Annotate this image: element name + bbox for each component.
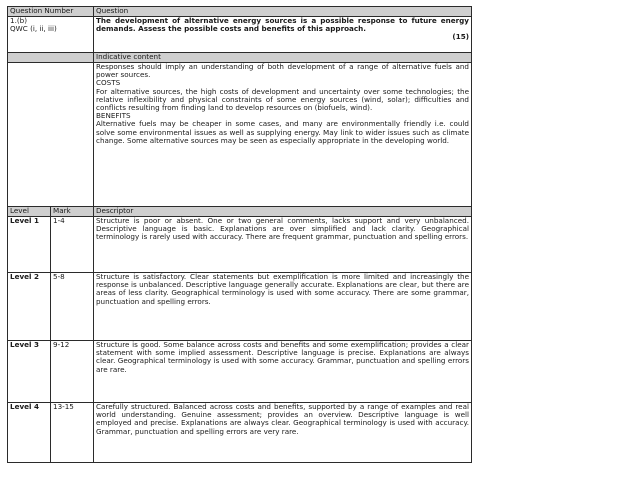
level-mark: 13-15 [51,403,94,463]
indicative-content-cell [94,63,472,207]
header-row [8,7,472,17]
descriptor-column-header: Descriptor [94,207,472,217]
level-label: Level 2 [8,273,51,341]
level-mark: 1-4 [51,217,94,273]
level-label: Level 3 [8,341,51,403]
question-marks: (15) [452,32,469,42]
indicative-heading: Indicative content [94,53,472,63]
level-descriptor: Structure is good. Some balance across costs and benefits and some exemplification; provides a clear statement with some implied assessment. Descriptive language is precise. Explanations are always clear. Geographical terminology is used with some accuracy. Grammar, punctuation and spelling errors are rare. [94,341,472,403]
table-row [8,273,472,341]
level-column-header: Level [8,207,51,217]
costs-heading: COSTS [96,78,121,88]
costs-text: For alternative sources, the high costs of development and uncertainty over some technologies; the relative inflexibility and physical constraints of some energy sources (wind, solar); difficulties and conflicts resulting from finding land to develop resources on (biofuels, wind). [96,86,469,113]
level-label: Level 1 [8,217,51,273]
table-row [8,403,472,463]
question-cell [94,17,472,53]
indicative-heading-row [8,53,472,63]
indicative-content-blank [8,63,94,207]
levels-header-row [8,207,472,217]
level-mark: 9-12 [51,341,94,403]
indicative-intro: Responses should imply an understanding of both development of a range of alternative fuels and power sources. [96,62,469,80]
question-header: Question [94,7,472,17]
qwc-label: QWC (i, ii, iii) [10,24,57,34]
level-mark: 5-8 [51,273,94,341]
level-descriptor: Structure is poor or absent. One or two general comments, lacks support and very unbalanced. Descriptive language is basic. Explanations are over simplified and lack clarity. Geographical terminology is rarely used with accuracy. There are frequent grammar, punctuation and spelling errors. [94,217,472,273]
table-row [8,217,472,273]
mark-scheme-table [7,6,472,463]
indicative-content-row [8,63,472,207]
question-row [8,17,472,53]
question-text: The development of alternative energy sources is a possible response to future energy demands. Assess the possible costs and benefits of this approach. [96,16,469,34]
question-number-header: Question Number [8,7,94,17]
benefits-text: Alternative fuels may be cheaper in some cases, and many are environmentally friendly i.e. could solve some environmental issues as well as supplying energy. May link to wider issues such as climate change. Some alternative sources may be seen as especially appropriate in the developing world. [96,119,469,145]
benefits-heading: BENEFITS [96,111,131,121]
indicative-heading-blank [8,53,94,63]
question-number-cell [8,17,94,53]
question-number: 1.(b) [10,16,28,25]
level-descriptor: Carefully structured. Balanced across costs and benefits, supported by a range of examples and real world understanding. Genuine assessment; provides an overview. Descriptive language is well employed and precise. Explanations are always clear. Geographical terminology is used with accuracy. Grammar, punctuation and spelling errors are very rare. [94,403,472,463]
level-descriptor: Structure is satisfactory. Clear statements but exemplification is more limited and increasingly the response is unbalanced. Descriptive language generally accurate. Explanations are clear, but there are areas of less clarity. Geographical terminology is used with some accuracy. There are some grammar, punctuation and spelling errors. [94,273,472,341]
mark-column-header: Mark [51,207,94,217]
table-row [8,341,472,403]
level-label: Level 4 [8,403,51,463]
